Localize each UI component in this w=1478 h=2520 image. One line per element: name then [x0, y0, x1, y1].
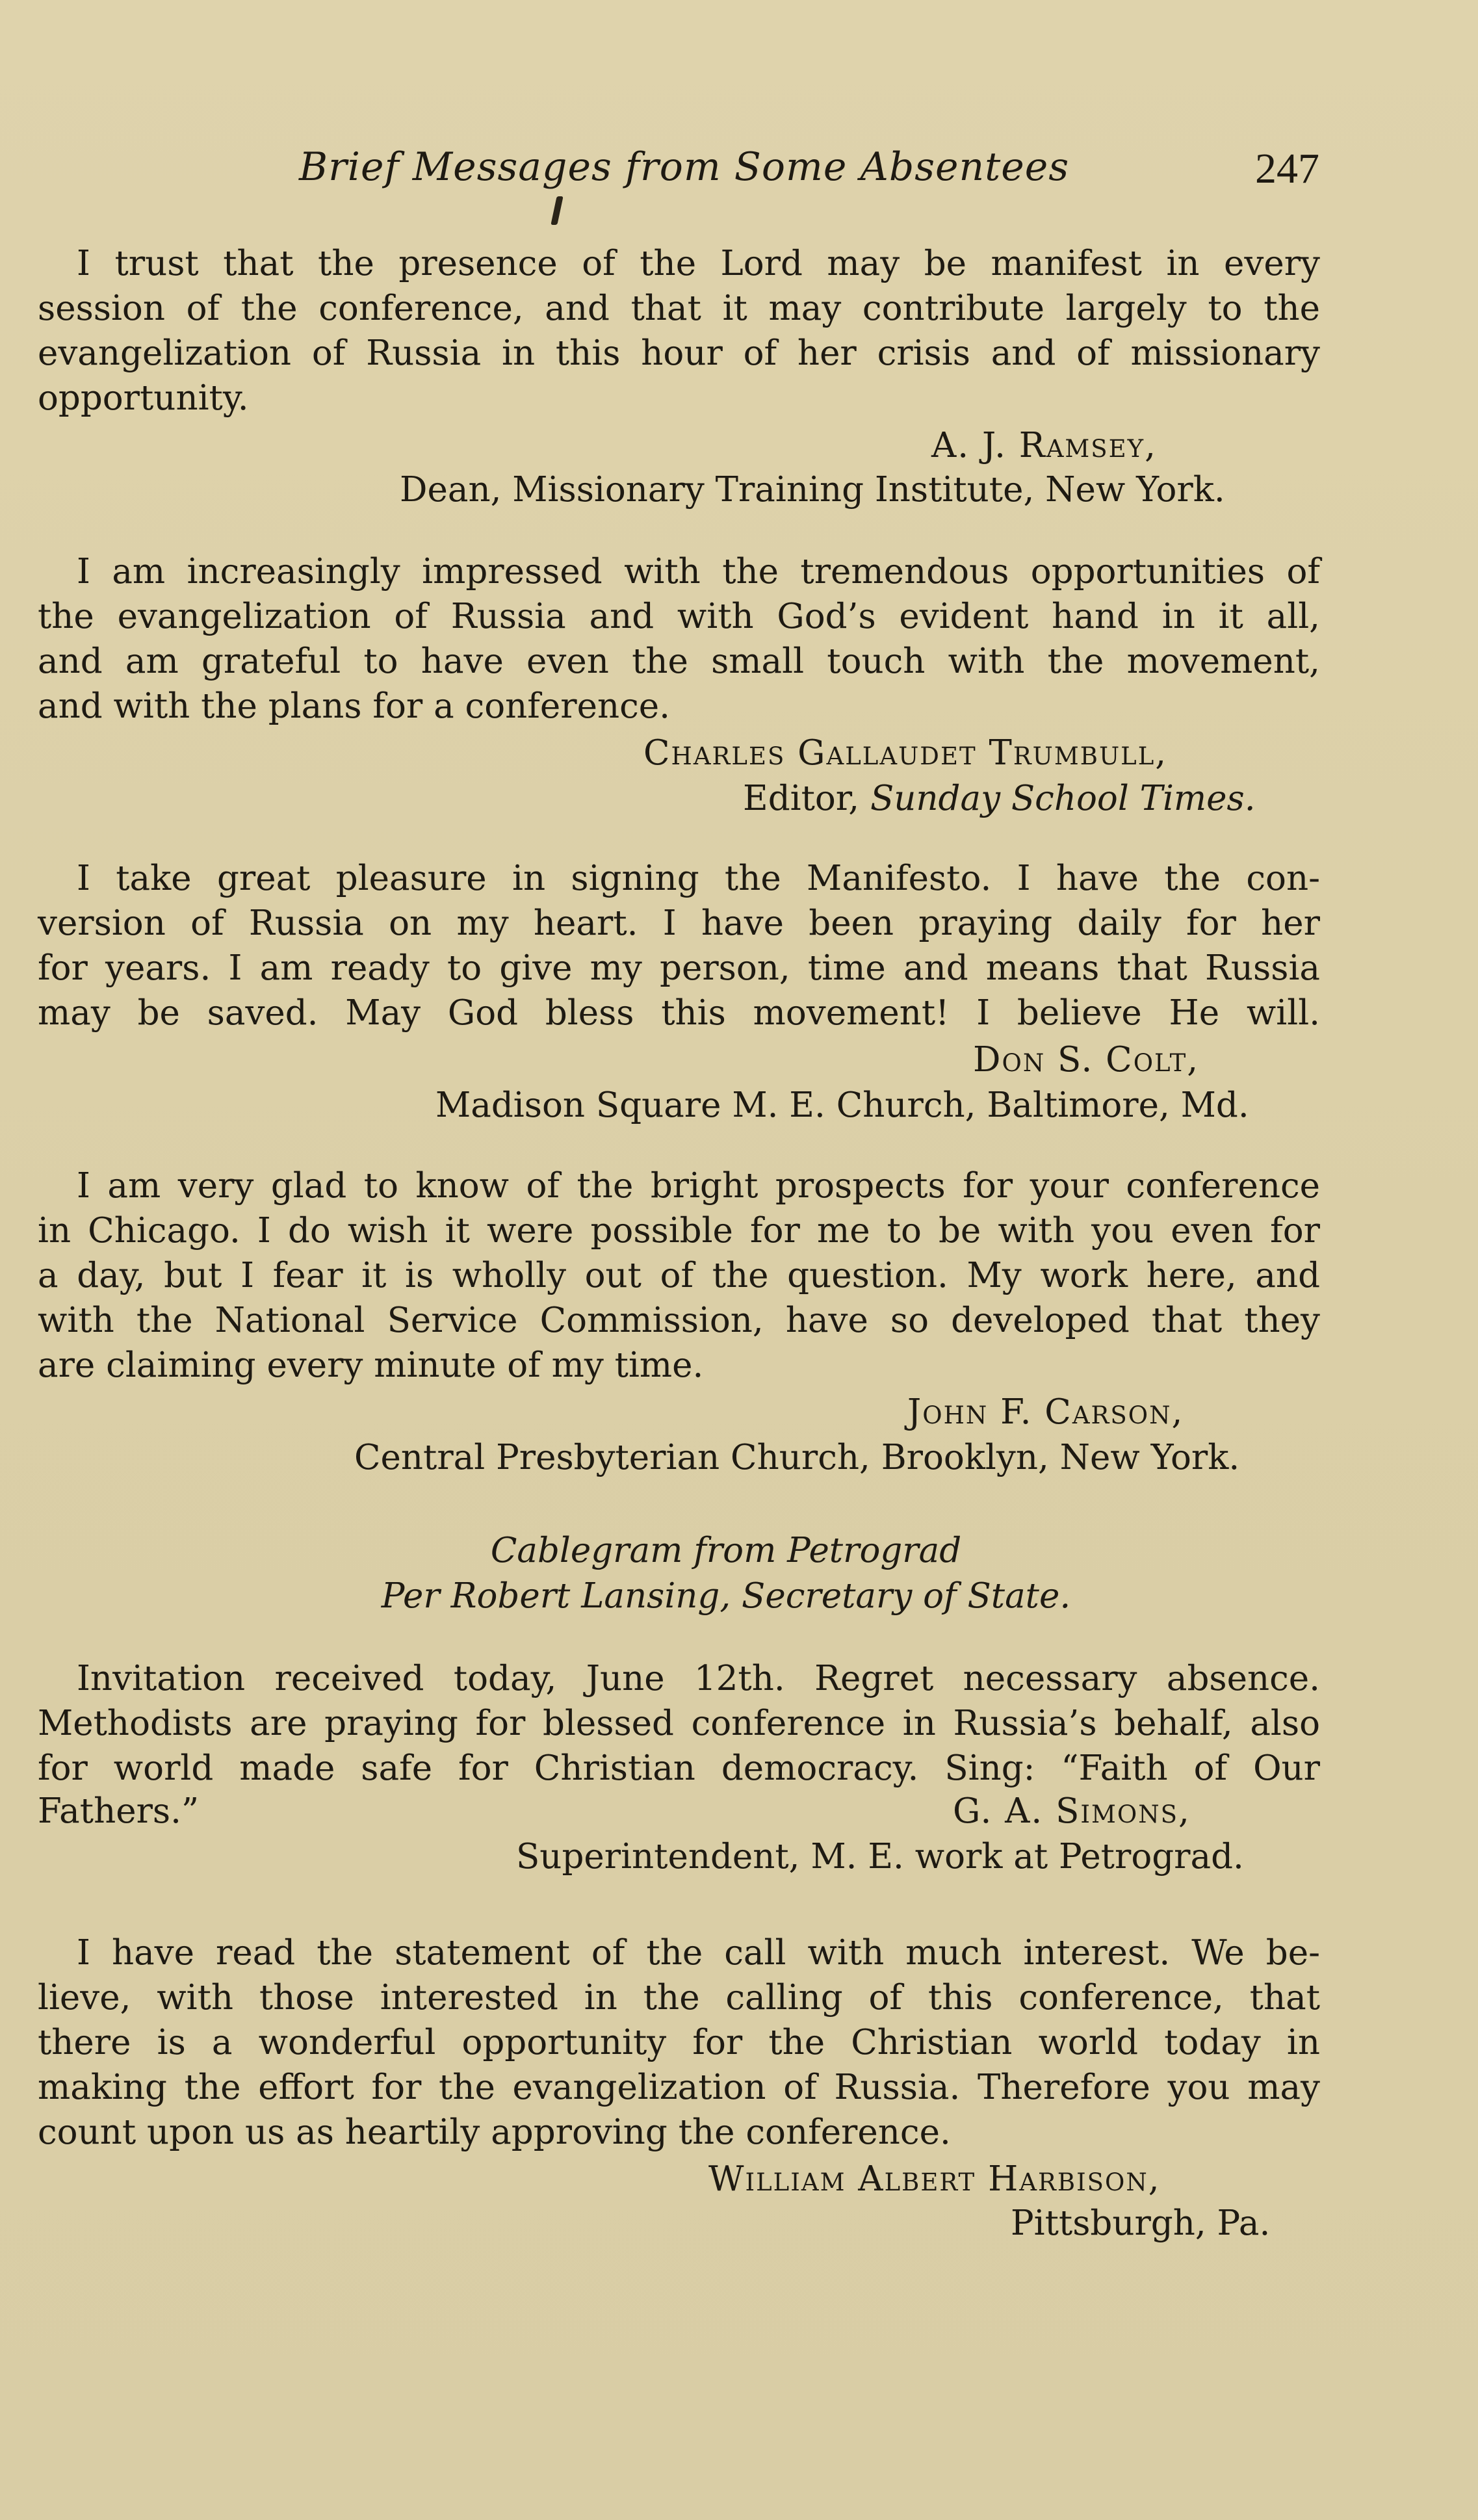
text-line: there is a wonderful opportunity for the Christian world today in	[38, 2023, 1320, 2062]
page-header	[299, 144, 1319, 203]
text-line: and am grateful to have even the small touch with the movement,	[38, 642, 1320, 681]
text-line: and with the plans for a conference.	[38, 686, 670, 726]
page-number: 247	[1255, 145, 1319, 192]
text-line: for years. I am ready to give my person, time and means that Russia	[38, 948, 1320, 988]
message-6-signature-name: William Albert Harbison,	[708, 2159, 1161, 2199]
publication-title: Sunday School Times.	[870, 779, 1256, 818]
message-5-text	[38, 1656, 1320, 1791]
text-line: may be saved. May God bless this movement! I believe He will.	[38, 993, 1320, 1033]
message-1-text	[38, 241, 1320, 421]
text-line: I take great pleasure in signing the Manifesto. I have the con-	[77, 859, 1320, 898]
message-5-last-line: Fathers.”	[38, 1791, 200, 1831]
text-line: for world made safe for Christian democracy. Sing: “Faith of Our	[38, 1748, 1320, 1788]
message-4-signature-title: Central Presbyterian Church, Brooklyn, New York.	[354, 1438, 1240, 1477]
message-2-signature-name: Charles Gallaudet Trumbull,	[643, 733, 1168, 773]
message-3-text	[38, 856, 1320, 1035]
text-line: are claiming every minute of my time.	[38, 1345, 704, 1385]
message-6-signature-title: Pittsburgh, Pa.	[1011, 2203, 1271, 2243]
message-3-signature-name: Don S. Colt,	[973, 1040, 1200, 1080]
message-4-text	[38, 1163, 1320, 1388]
text-line: I am increasingly impressed with the tremendous opportunities of	[77, 552, 1320, 591]
message-2-signature-title	[743, 779, 1256, 818]
cablegram-heading: Cablegram from Petrograd	[490, 1531, 962, 1570]
message-5-signature-title: Superintendent, M. E. work at Petrograd.	[516, 1837, 1244, 1877]
message-5-signature-name: G. A. Simons,	[953, 1791, 1191, 1831]
running-title: Brief Messages from Some Absentees	[299, 144, 1070, 190]
text-line: making the effort for the evangelization of Russia. Therefore you may	[38, 2068, 1320, 2107]
text-line: I am very glad to know of the bright prospects for your conference	[77, 1166, 1320, 1206]
signature-title-prefix: Editor,	[743, 779, 870, 818]
message-1-signature-name: A. J. Ramsey,	[931, 426, 1157, 465]
text-line: session of the conference, and that it may contribute largely to the	[38, 289, 1320, 328]
text-line: I have read the statement of the call with much interest. We be-	[77, 1933, 1320, 1973]
message-1-signature-title: Dean, Missionary Training Institute, New York.	[400, 470, 1225, 510]
message-3-signature-title: Madison Square M. E. Church, Baltimore, Md.	[435, 1085, 1249, 1125]
text-line: a day, but I fear it is wholly out of the question. My work here, and	[38, 1256, 1320, 1295]
text-line: opportunity.	[38, 378, 249, 418]
message-2-text	[38, 549, 1320, 729]
cablegram-subheading: Per Robert Lansing, Secretary of State.	[381, 1576, 1071, 1616]
text-line: version of Russia on my heart. I have been praying daily for her	[38, 903, 1320, 943]
text-line: with the National Service Commission, have so developed that they	[38, 1301, 1320, 1340]
text-line: evangelization of Russia in this hour of her crisis and of missionary	[38, 333, 1320, 373]
text-line: I trust that the presence of the Lord may be manifest in every	[77, 244, 1320, 283]
message-6-text	[38, 1930, 1320, 2155]
text-line: Methodists are praying for blessed conference in Russia’s behalf, also	[38, 1704, 1320, 1743]
message-4-signature-name: John F. Carson,	[907, 1392, 1184, 1432]
text-line: the evangelization of Russia and with God’s evident hand in it all,	[38, 597, 1320, 636]
text-line: count upon us as heartily approving the conference.	[38, 2112, 951, 2152]
text-line: Invitation received today, June 12th. Regret necessary absence.	[77, 1659, 1320, 1698]
text-line: lieve, with those interested in the calling of this conference, that	[38, 1978, 1320, 2018]
text-line: in Chicago. I do wish it were possible for me to be with you even for	[38, 1211, 1320, 1251]
